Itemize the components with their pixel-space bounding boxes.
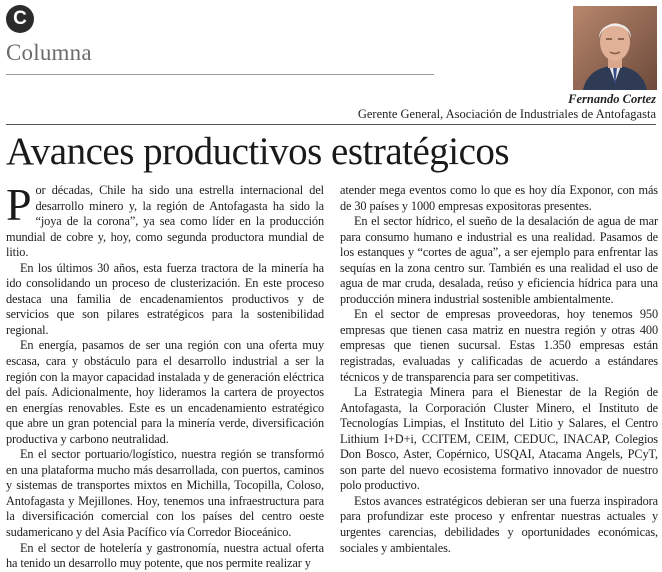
article-body bbox=[6, 179, 658, 571]
section-label: Columna bbox=[6, 40, 92, 65]
section-divider bbox=[6, 74, 434, 75]
author-portrait-image bbox=[573, 6, 657, 90]
article-paragraph: En los últimos 30 años, esta fuerza tractora de la minería ha ido consolidando un proceso de clusterización. En este proceso destaca una familia de encadenamientos productivos y de servicios que son pilares estratégicos para la sostenibilidad regional. bbox=[6, 260, 324, 337]
article-paragraph bbox=[6, 179, 324, 261]
drop-cap: P bbox=[6, 179, 32, 230]
column-badge: C bbox=[6, 5, 34, 33]
author-role: Gerente General, Asociación de Industriales de Antofagasta bbox=[357, 107, 656, 121]
article-paragraph: La Estrategia Minera para el Bienestar de la Región de Antofagasta, la Corporación Cluster Minero, el Instituto de Tecnologías Limpias, el Instituto del Litio y Salares, el Centro Lithium I+D+i, CCITEM, CEIM, CEDUC, INACAP, Colegios Don Bosco, Aster, Copérnico, USQAI, Atacama Angels, PCyT, son parte del nuevo ecosistema formativo innovador de nuestro polo productivo. bbox=[340, 385, 658, 493]
article-paragraph: En el sector de empresas proveedoras, hoy tenemos 950 empresas que tienen casa matriz en nuestra región y otras 400 empresas que tienen sucursal. Estas 1.350 empresas están registradas, evaluadas y calificadas de acuerdo a estándares técnicos y de transparencia para ser competitivas. bbox=[340, 307, 658, 384]
article-paragraph: En el sector de hotelería y gastronomía, nuestra actual oferta ha tenido un desarrollo muy potente, que nos permite realizar y bbox=[6, 540, 324, 571]
article-paragraph: En energía, pasamos de ser una región con una oferta muy escasa, cara y obstáculo para el desarrollo industrial a ser la región con la mayor capacidad instalada y de generación eléctrica del país. Adicionalmente, hoy lideramos la cartera de proyectos en energías renovables. Este es un encadenamiento estratégico que abre un gran potencial para la minería verde, diversificación productiva y carbono neutralidad. bbox=[6, 338, 324, 446]
article-title: Avances productivos estratégicos bbox=[6, 130, 510, 173]
author-name: Fernando Cortez bbox=[568, 92, 656, 106]
article-paragraph: En el sector portuario/logístico, nuestra región se transformó en una plataforma mucho más desarrollada, con puertos, caminos y sistemas de transportes mixtos en Michilla, Tocopilla, Coloso, Antofagasta y Mejillones. Hoy, tenemos una infraestructura para la diversificación comercial con los países del centro oeste sudamericano y del Asia Pacífico vía Corredor Bioceánico. bbox=[6, 447, 324, 540]
article-paragraph: En el sector hídrico, el sueño de la desalación de agua de mar para consumo humano e industrial es una realidad. Pasamos de los estanques y “cortes de agua”, a ser ejemplo para enfrentar las sequías en la zona centro sur. También es una realidad el uso de agua de mar cruda, desalada, reúso y eficiencia hídrica para una producción minera industrial sostenible ambientalmente. bbox=[340, 214, 658, 306]
article-column-left bbox=[6, 179, 324, 571]
header-divider bbox=[6, 124, 656, 125]
paragraph-text: or décadas, Chile ha sido una estrella internacional del desarrollo minero y, la región de Antofagasta ha sido la “joya de la corona”, ya sea como líder en la producción mundial de cobre y, hoy, como segunda productora mundial de litio. bbox=[6, 183, 324, 260]
article-column-right bbox=[340, 183, 658, 555]
article-paragraph: Estos avances estratégicos debieran ser una fuerza inspiradora para profundizar este proceso y enfrentar nuestras actuales y urgentes carencias, debilidades y oportunidades económicas, sociales y ambientales. bbox=[340, 493, 658, 555]
author-photo bbox=[573, 6, 657, 90]
article-paragraph: atender mega eventos como lo que es hoy día Exponor, con más de 30 países y 1000 empresas expositoras presentes. bbox=[340, 183, 658, 213]
